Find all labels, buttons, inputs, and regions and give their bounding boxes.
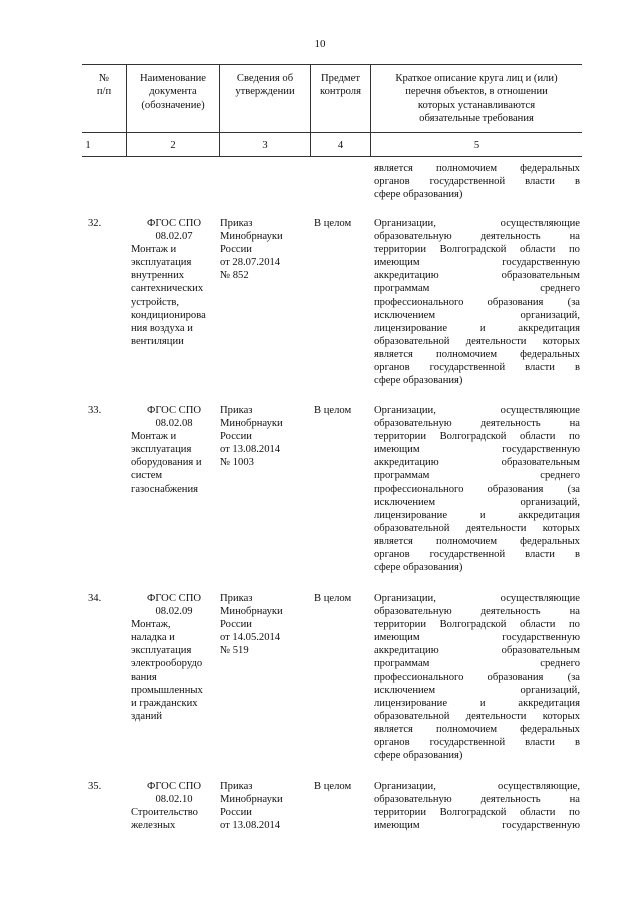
approval-info — [220, 217, 312, 282]
word: аккредитация — [518, 509, 580, 521]
text-line: Минобрнауки — [220, 418, 283, 430]
text-line — [374, 548, 580, 561]
row-number: 33. — [88, 405, 102, 416]
text-line: сантехнических — [131, 283, 204, 295]
text-line — [374, 443, 580, 456]
text-line — [374, 736, 580, 749]
word: образовательную — [374, 606, 452, 618]
word: исключением — [374, 309, 436, 321]
text-line — [374, 644, 580, 657]
word: образовательную — [374, 231, 452, 243]
word: федеральных — [520, 723, 580, 735]
approval-info — [220, 404, 312, 469]
word: является — [374, 348, 413, 360]
text-line — [374, 430, 580, 443]
word: органов — [374, 549, 410, 561]
text-line: Приказ — [220, 405, 253, 416]
text-line: и гражданских — [131, 697, 198, 709]
text-line: № 852 — [220, 270, 249, 282]
text-line: Монтаж и — [131, 431, 177, 443]
control-subject: В целом — [314, 781, 352, 792]
text-line: 08.02.07 — [155, 231, 193, 243]
page-number: 10 — [314, 38, 326, 50]
text-line: Приказ — [220, 781, 253, 792]
text-line: ния воздуха и — [131, 322, 193, 334]
text-line — [374, 456, 580, 469]
word: и — [479, 509, 486, 521]
word: государственную — [502, 444, 580, 456]
word: полномочием — [436, 535, 498, 547]
text-line — [374, 322, 580, 335]
word: власти — [525, 549, 555, 561]
text-line — [374, 684, 580, 697]
text-line — [374, 522, 580, 535]
word: власти — [525, 362, 555, 374]
word: образования — [487, 296, 544, 308]
text-line — [374, 348, 580, 361]
word: государственной — [429, 549, 506, 561]
word: образовательную — [374, 794, 452, 806]
word: среднего — [540, 658, 580, 670]
word: органов — [374, 737, 410, 749]
word: Волгоградской — [439, 244, 507, 256]
word: органов — [374, 362, 410, 374]
text-line: Минобрнауки — [220, 231, 283, 243]
document-name — [131, 592, 217, 723]
word: и — [479, 697, 486, 709]
word: Волгоградской — [439, 807, 507, 819]
text-line: № 519 — [220, 645, 249, 657]
word: Организации, — [374, 218, 436, 229]
text-line: Минобрнауки — [220, 794, 283, 806]
text-line: систем — [131, 470, 163, 482]
word: органов — [374, 176, 410, 188]
text-line: кондиционирова — [131, 309, 206, 321]
description — [374, 404, 580, 574]
header-col-document — [127, 72, 219, 112]
word: профессионального — [374, 671, 464, 683]
text-line — [374, 592, 580, 605]
word: области — [520, 431, 556, 443]
text-line — [374, 780, 580, 793]
word: является — [374, 535, 413, 547]
text-line — [374, 417, 580, 430]
word: профессионального — [374, 296, 464, 308]
text-line — [374, 309, 580, 322]
word: Волгоградской — [439, 431, 507, 443]
word: (за — [567, 296, 580, 308]
word: по — [569, 807, 580, 819]
text-line: сфере образования) — [374, 189, 463, 201]
text-line — [374, 806, 580, 819]
text-line — [374, 243, 580, 256]
word: исключением — [374, 684, 436, 696]
text-line — [374, 404, 580, 417]
header-text: п/п — [96, 86, 112, 98]
text-line: 08.02.09 — [155, 606, 193, 618]
text-line: Монтаж и — [131, 244, 177, 256]
text-line: Монтаж, — [131, 619, 171, 631]
text-line: ФГОС СПО — [146, 218, 202, 229]
text-line: от 13.08.2014 — [220, 820, 281, 832]
word: лицензирование — [374, 322, 448, 334]
text-line — [374, 535, 580, 548]
word: образования — [487, 483, 544, 495]
text-line: Строительство — [131, 807, 198, 819]
word: образовательной — [374, 710, 450, 722]
word: на — [569, 606, 580, 618]
word: исключением — [374, 496, 436, 508]
header-text: Наименование — [140, 73, 206, 84]
word: и — [479, 322, 486, 334]
text-line: сфере образования) — [374, 375, 463, 387]
header-col-number — [82, 72, 126, 99]
word: профессионального — [374, 483, 464, 495]
word: (за — [567, 483, 580, 495]
text-line: 08.02.10 — [155, 794, 193, 806]
control-subject: В целом — [314, 593, 352, 604]
document-name — [131, 404, 217, 496]
word: программам — [374, 283, 430, 295]
text-line — [374, 710, 580, 723]
description — [374, 592, 580, 762]
text-line: России — [220, 807, 252, 819]
word: территории — [374, 619, 427, 631]
header-text: (обозначение) — [141, 99, 205, 111]
header-text: перечня объектов, в отношении — [405, 86, 548, 98]
word: среднего — [540, 470, 580, 482]
word: которых — [542, 335, 580, 347]
word: осуществляющие — [500, 218, 580, 229]
document-name — [131, 217, 217, 348]
word: по — [569, 431, 580, 443]
word: образовательную — [374, 418, 452, 430]
text-line: сфере образования) — [374, 562, 463, 574]
word: федеральных — [520, 535, 580, 547]
colnum-bottom-border — [82, 156, 582, 157]
text-line — [374, 256, 580, 269]
word: по — [569, 619, 580, 631]
row-number: 32. — [88, 218, 102, 229]
word: образовательной — [374, 335, 450, 347]
text-line: сфере образования) — [374, 750, 463, 762]
continuation-text — [374, 162, 580, 201]
word: деятельность — [480, 606, 541, 618]
text-line: эксплуатация — [131, 444, 192, 456]
row-number: 34. — [88, 593, 102, 604]
word: территории — [374, 431, 427, 443]
word: по — [569, 244, 580, 256]
text-line: ФГОС СПО — [146, 405, 202, 416]
header-bottom-border — [82, 132, 582, 133]
text-line — [374, 335, 580, 348]
text-line: устройств, — [131, 296, 180, 308]
word: имеющим — [374, 444, 420, 456]
text-line: 08.02.08 — [155, 418, 193, 430]
text-line: от 28.07.2014 — [220, 257, 281, 269]
text-line — [374, 618, 580, 631]
column-number-2: 2 — [170, 140, 176, 151]
word: аккредитацию — [374, 457, 439, 469]
word: деятельности — [465, 335, 527, 347]
word: власти — [525, 176, 555, 188]
word: является — [374, 723, 413, 735]
word: государственной — [429, 176, 506, 188]
text-line — [374, 296, 580, 309]
text-line: наладка и — [131, 632, 175, 644]
word: аккредитация — [518, 322, 580, 334]
text-line: Минобрнауки — [220, 606, 283, 618]
text-line: от 13.08.2014 — [220, 444, 281, 456]
text-line — [374, 230, 580, 243]
text-line: Приказ — [220, 218, 253, 229]
word: образовательным — [501, 270, 580, 282]
word: образовательным — [501, 457, 580, 469]
header-text: № — [98, 73, 110, 84]
column-number-1: 1 — [85, 140, 91, 151]
word: государственную — [502, 632, 580, 644]
header-text: документа — [149, 86, 197, 98]
text-line — [374, 162, 580, 175]
row-number: 35. — [88, 781, 102, 792]
text-line: России — [220, 431, 252, 443]
text-line: промышленных — [131, 684, 203, 696]
control-subject: В целом — [314, 405, 352, 416]
text-line: вентиляции — [131, 335, 184, 347]
word: программам — [374, 470, 430, 482]
word: власти — [525, 737, 555, 749]
word: которых — [542, 522, 580, 534]
word: лицензирование — [374, 697, 448, 709]
word: аккредитацию — [374, 270, 439, 282]
control-subject: В целом — [314, 218, 352, 229]
word: государственной — [429, 737, 506, 749]
word: на — [569, 794, 580, 806]
text-line — [374, 819, 580, 832]
text-line: зданий — [131, 710, 163, 722]
text-line: ФГОС СПО — [146, 781, 202, 792]
text-line — [374, 269, 580, 282]
word: в — [574, 362, 580, 374]
word: федеральных — [520, 348, 580, 360]
word: организаций, — [520, 496, 580, 508]
word: программам — [374, 658, 430, 670]
text-line — [374, 697, 580, 710]
word: Организации, — [374, 405, 436, 416]
text-line: электрооборудо — [131, 658, 203, 670]
text-line: эксплуатация — [131, 257, 192, 269]
text-line — [374, 483, 580, 496]
word: на — [569, 231, 580, 243]
word: государственной — [429, 362, 506, 374]
text-line: газоснабжения — [131, 483, 199, 495]
document-name — [131, 780, 217, 832]
text-line: эксплуатация — [131, 645, 192, 657]
text-line — [374, 793, 580, 806]
text-line: России — [220, 244, 252, 256]
header-col-approval — [220, 72, 310, 99]
word: аккредитацию — [374, 645, 439, 657]
word: в — [574, 737, 580, 749]
text-line — [374, 361, 580, 374]
header-text: Краткое описание круга лиц и (или) — [395, 73, 558, 84]
text-line — [374, 282, 580, 295]
text-line: железных — [131, 820, 176, 832]
word: в — [574, 176, 580, 188]
word: государственную — [502, 820, 580, 832]
word: территории — [374, 244, 427, 256]
word: Организации, — [374, 781, 436, 792]
text-line: внутренних — [131, 270, 185, 282]
text-line: № 1003 — [220, 457, 254, 469]
header-text: обязательные требования — [419, 113, 534, 125]
text-line: Приказ — [220, 593, 253, 604]
word: государственную — [502, 257, 580, 269]
word: полномочием — [436, 348, 498, 360]
word: деятельность — [480, 418, 541, 430]
word: деятельность — [480, 794, 541, 806]
word: деятельность — [480, 231, 541, 243]
header-text: Сведения об — [236, 73, 294, 84]
word: среднего — [540, 283, 580, 295]
column-number-3: 3 — [262, 140, 268, 151]
column-number-4: 4 — [337, 140, 344, 151]
approval-info — [220, 592, 312, 657]
column-number-5: 5 — [473, 140, 480, 151]
word: образовательным — [501, 645, 580, 657]
word: лицензирование — [374, 509, 448, 521]
text-line: вания — [131, 671, 157, 683]
text-line — [374, 509, 580, 522]
word: области — [520, 807, 556, 819]
word: осуществляющие — [500, 405, 580, 416]
text-line — [374, 671, 580, 684]
text-line — [374, 631, 580, 644]
word: образовательной — [374, 522, 450, 534]
text-line: оборудования и — [131, 457, 202, 469]
header-text: утверждении — [235, 86, 295, 98]
word: (за — [567, 671, 580, 683]
word: области — [520, 244, 556, 256]
text-line — [374, 605, 580, 618]
text-line — [374, 657, 580, 670]
word: полномочием — [436, 163, 498, 174]
header-col-description — [371, 72, 582, 126]
word: является — [374, 163, 413, 174]
text-line — [374, 723, 580, 736]
approval-info — [220, 780, 312, 832]
word: осуществляющие, — [498, 781, 580, 792]
header-text: Предмет — [321, 73, 360, 84]
word: Организации, — [374, 593, 436, 604]
header-text: которых устанавливаются — [417, 99, 536, 111]
word: осуществляющие — [500, 593, 580, 604]
word: имеющим — [374, 820, 420, 832]
word: которых — [542, 710, 580, 722]
header-text: контроля — [320, 86, 361, 98]
word: Волгоградской — [439, 619, 507, 631]
word: организаций, — [520, 684, 580, 696]
word: образования — [487, 671, 544, 683]
text-line — [374, 469, 580, 482]
word: федеральных — [520, 163, 580, 174]
text-line: ФГОС СПО — [146, 593, 202, 604]
word: имеющим — [374, 632, 420, 644]
text-line — [374, 217, 580, 230]
word: области — [520, 619, 556, 631]
word: аккредитация — [518, 697, 580, 709]
word: деятельности — [465, 710, 527, 722]
word: территории — [374, 807, 427, 819]
description — [374, 780, 580, 832]
word: организаций, — [520, 309, 580, 321]
description — [374, 217, 580, 387]
text-line — [374, 496, 580, 509]
text-line: России — [220, 619, 252, 631]
word: полномочием — [436, 723, 498, 735]
word: на — [569, 418, 580, 430]
text-line: от 14.05.2014 — [220, 632, 281, 644]
text-line — [374, 175, 580, 188]
header-col-control — [311, 72, 370, 99]
word: деятельности — [465, 522, 527, 534]
word: имеющим — [374, 257, 420, 269]
word: в — [574, 549, 580, 561]
table-top-border — [82, 64, 582, 65]
